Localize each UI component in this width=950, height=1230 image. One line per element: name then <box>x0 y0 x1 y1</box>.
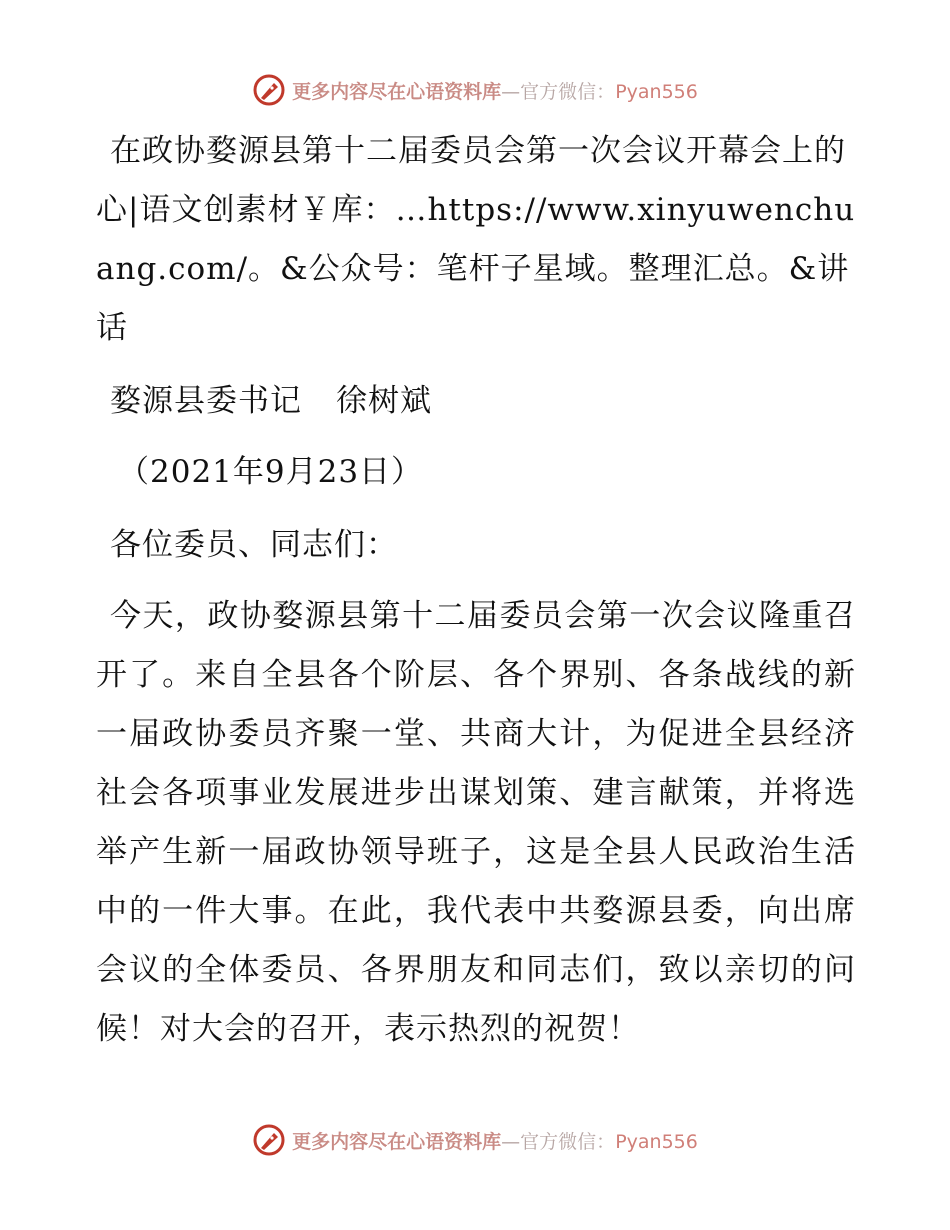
pen-nib-logo-icon <box>252 73 286 107</box>
pen-nib-logo-icon <box>252 1123 286 1157</box>
salutation: 各位委员、同志们： <box>110 527 398 563</box>
banner-site-name: 更多内容尽在心语资料库 <box>292 80 502 103</box>
paragraph: 今天，政协婺源县第十二届委员会第一次会议隆重召开了。来自全县各个阶层、各个界别、各条战线的新一届政协委员齐聚一堂、共商大计，为促进全县经济社会各项事业发展进步出谋划策、建言献策，并将选举产生新一届政协领导班子，这是全县人民政治生活中的一件大事。在此，我代表中共婺源县委，向出席会议的全体委员、各界朋友和同志们，致以亲切的问候！对大会的召开，表示热烈的祝贺！ <box>96 598 856 1047</box>
author-line <box>96 372 856 431</box>
document-title <box>96 122 856 358</box>
banner-wechat-handle: Pyan556 <box>615 1130 698 1153</box>
banner-separator: — <box>501 80 521 103</box>
author-name: 徐树斌 <box>336 383 432 419</box>
speech-date: （2021年9月23日） <box>118 454 424 490</box>
banner-text <box>292 77 698 104</box>
banner-text <box>292 1127 698 1154</box>
banner-wechat-handle: Pyan556 <box>615 80 698 103</box>
footer-banner <box>0 1120 950 1160</box>
author-role: 婺源县委书记 <box>110 383 302 419</box>
header-banner <box>0 70 950 110</box>
banner-wechat-label: 官方微信： <box>520 80 616 103</box>
banner-site-name: 更多内容尽在心语资料库 <box>292 1130 502 1153</box>
banner-wechat-label: 官方微信： <box>520 1130 616 1153</box>
banner-separator: — <box>501 1130 521 1153</box>
document-body <box>96 122 856 1059</box>
title-text: 在政协婺源县第十二届委员会第一次会议开幕会上的心|语文创素材￥库：…https://www.xinyuwenchuang.com/。&公众号：笔杆子星域。整理汇总。&讲话 <box>96 133 856 346</box>
